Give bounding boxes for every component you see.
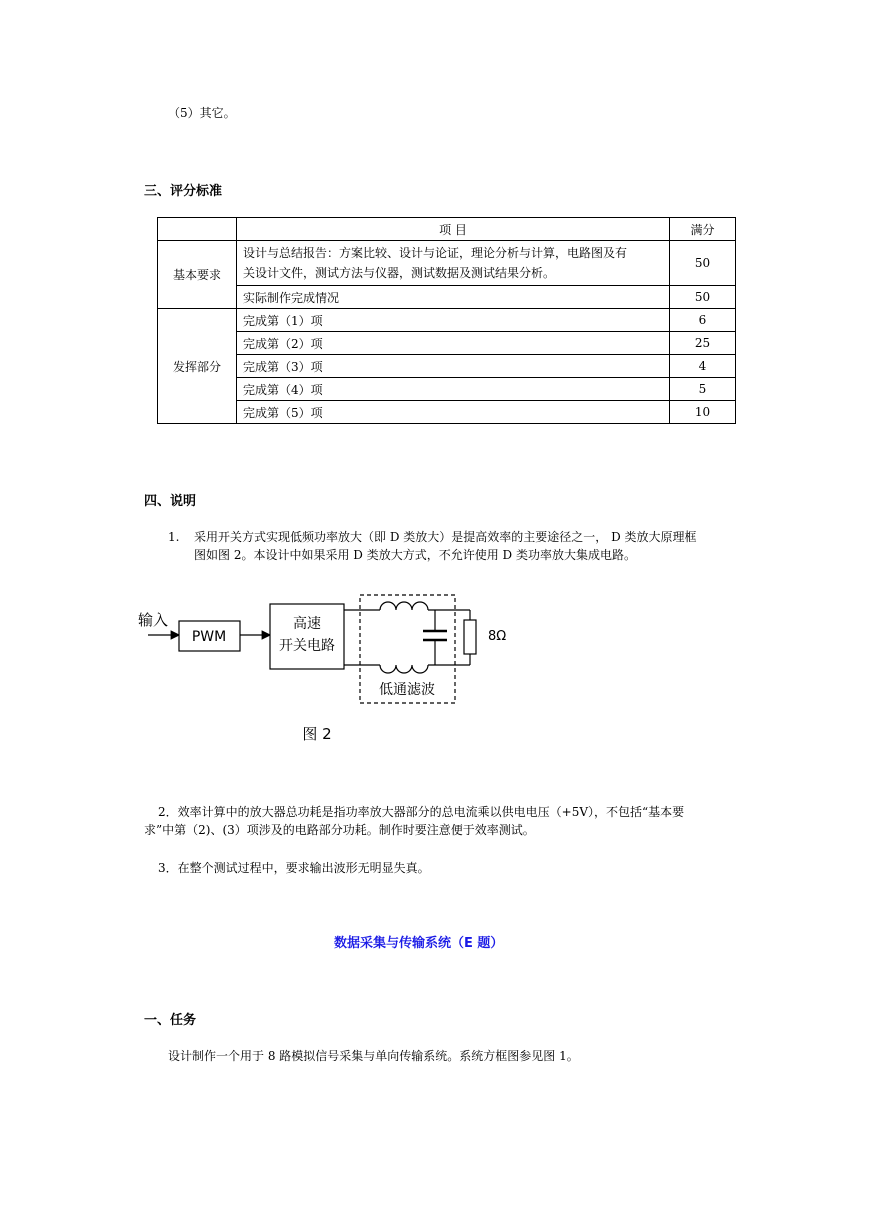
extra-part-label: 发挥部分: [158, 309, 237, 424]
note-1-line-2: 图如图 2。本设计中如果采用 D 类放大方式，不允许使用 D 类功率放大集成电路。: [194, 548, 636, 562]
item-5-text: （5）其它。: [168, 106, 236, 120]
item-line-2: 关设计文件，测试方法与仪器，测试数据及测试结果分析。: [243, 266, 556, 280]
table-header-item: 项 目: [237, 218, 670, 241]
table-header-score: 满分: [670, 218, 736, 241]
inductor-bottom-icon: [380, 665, 428, 673]
table-row: [158, 286, 736, 309]
table-cell-item: [237, 241, 670, 286]
table-cell-score: 50: [670, 286, 736, 309]
switch-circuit-block: [270, 604, 344, 669]
table-header-row: [158, 218, 736, 241]
table-cell-item: 实际制作完成情况: [237, 286, 670, 309]
table-cell-score: 50: [670, 241, 736, 286]
pwm-label: PWM: [191, 629, 227, 645]
inductor-top-icon: [380, 602, 428, 610]
input-label: 输入: [138, 611, 169, 629]
note-2-line-2: 求”中第（2)、(3）项涉及的电路部分功耗。制作时要注意便于效率测试。: [144, 823, 535, 837]
load-label: 8Ω: [488, 629, 507, 644]
note-1-number: 1.: [168, 530, 180, 544]
table-cell-score: 25: [670, 332, 736, 355]
table-row: [158, 355, 736, 378]
scoring-table: [157, 217, 736, 424]
class-d-block-diagram: [130, 590, 530, 750]
load-resistor-icon: [464, 620, 476, 654]
section-4-heading: 四、说明: [144, 494, 197, 509]
note-3-text: 3．在整个测试过程中，要求输出波形无明显失真。: [158, 861, 430, 875]
table-row: [158, 332, 736, 355]
switch-label-line-2: 开关电路: [279, 638, 335, 654]
section-3-heading: 三、评分标准: [144, 184, 223, 199]
table-row: [158, 309, 736, 332]
item-line-1: 设计与总结报告：方案比较、设计与论证，理论分析与计算，电路图及有: [243, 246, 628, 260]
section-1-heading: 一、任务: [144, 1013, 197, 1028]
note-1-line-1: 采用开关方式实现低频功率放大（即 D 类放大）是提高效率的主要途径之一， D 类放大原理框: [194, 530, 697, 544]
table-cell-item: 完成第（3）项: [237, 355, 670, 378]
filter-label: 低通滤波: [379, 682, 435, 698]
figure-caption: 图 2: [302, 725, 332, 743]
table-cell-score: 10: [670, 401, 736, 424]
table-cell-score: 4: [670, 355, 736, 378]
switch-label-line-1: 高速: [293, 616, 321, 632]
table-cell-score: 6: [670, 309, 736, 332]
basic-requirements-label: 基本要求: [158, 241, 237, 309]
problem-e-title: 数据采集与传输系统（E 题）: [334, 936, 504, 951]
task-text: 设计制作一个用于 8 路模拟信号采集与单向传输系统。系统方框图参见图 1。: [168, 1049, 579, 1063]
table-cell-item: 完成第（2）项: [237, 332, 670, 355]
table-cell-item: 完成第（1）项: [237, 309, 670, 332]
table-cell-item: 完成第（5）项: [237, 401, 670, 424]
table-header-empty: [158, 218, 237, 241]
table-row: [158, 401, 736, 424]
table-cell-item: 完成第（4）项: [237, 378, 670, 401]
table-cell-score: 5: [670, 378, 736, 401]
table-row: [158, 241, 736, 286]
note-2-line-1: 2．效率计算中的放大器总功耗是指功率放大器部分的总电流乘以供电电压（+5V），不包括“基本要: [158, 805, 685, 819]
table-row: [158, 378, 736, 401]
